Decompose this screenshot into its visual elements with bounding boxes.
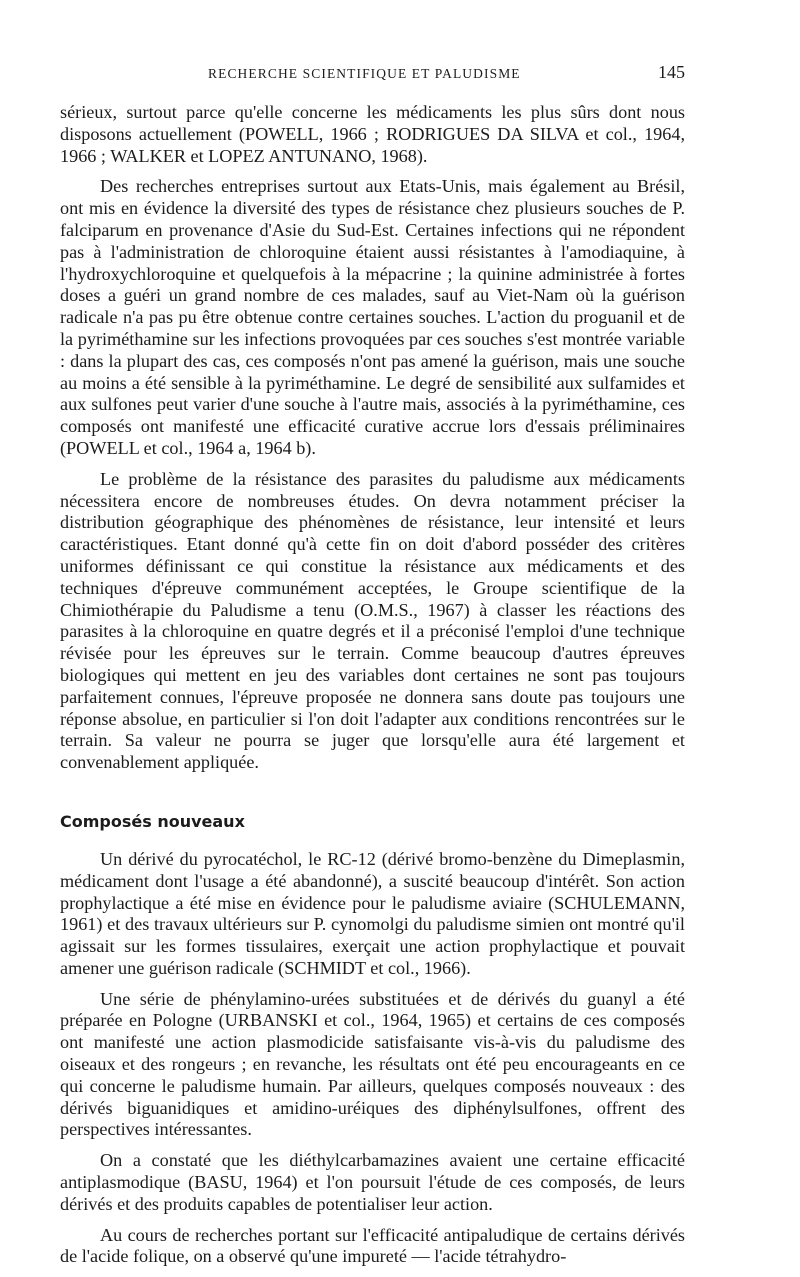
running-title: RECHERCHE SCIENTIFIQUE ET PALUDISME: [208, 66, 521, 81]
section-heading: Composés nouveaux: [60, 811, 245, 831]
paragraph-rc12: Un dérivé du pyrocatéchol, le RC-12 (dérivé bromo-benzène du Dimeplasmin, médicament dont l'usage a été abandonné), a suscité beaucoup d'intérêt. Son action prophylactique a été mise en évidence pour le paludisme aviaire (SCHULEMANN, 1961) et des travaux ultérieurs sur P. cynomolgi du paludisme simien ont montré qu'il agissait sur les formes tissulaires, exerçait une action prophylactique et pouvait amener une guérison radicale (SCHMIDT et col., 1966).: [60, 848, 685, 978]
paragraph-phenylamino-urees: Une série de phénylamino-urées substituées et de dérivés du guanyl a été préparée en Pologne (URBANSKI et col., 1964, 1965) et certains de ces composés ont manifesté une action plasmodicide satisfaisante vis-à-vis du paludisme des oiseaux et des rongeurs ; en revanche, les résultats ont été peu encourageants en ce qui concerne le paludisme humain. Par ailleurs, quelques composés nouveaux : des dérivés biguanidiques et amidino-uréiques des diphénylsulfones, offrent des perspectives intéressantes.: [60, 988, 685, 1140]
paragraph-acide-folique: Au cours de recherches portant sur l'efficacité antipaludique de certains dérivés de l'acide folique, on a observé qu'une impureté — l'acide tétrahydro-: [60, 1224, 685, 1267]
paragraph-diethylcarbamazines: On a constaté que les diéthylcarbamazines avaient une certaine efficacité antiplasmodique (BASU, 1964) et l'on poursuit l'étude de ces composés, de leurs dérivés et des produits capables de potentialiser leur action.: [60, 1150, 685, 1214]
page-number: 145: [658, 62, 685, 82]
paragraph-resistance-types: Des recherches entreprises surtout aux Etats-Unis, mais également au Brésil, ont mis en évidence la diversité des types de résistance chez plusieurs souches de P. falciparum en provenance d'Asie du Sud-Est. Certaines infections qui ne répondent pas à l'administration de chloroquine étaient aussi résistantes à l'amodiaquine, à l'hydroxychloroquine et quelquefois à la mépacrine ; la quinine administrée à fortes doses a guéri un grand nombre de ces malades, sauf au Viet-Nam où la guérison radicale n'a pas pu être obtenue contre certaines souches. L'action du proguanil et de la pyriméthamine sur les infections provoquées par ces souches s'est montrée variable : dans la plupart des cas, ces composés n'ont pas amené la guérison, mais une souche au moins a été sensible à la pyriméthamine. Le degré de sensibilité aux sulfamides et aux sulfones peut varier d'une souche à l'autre mais, associés à la pyriméthamine, ces composés ont manifesté une efficacité curative accrue lors d'essais préliminaires (POWELL et col., 1964 a, 1964 b).: [60, 176, 685, 458]
paragraph-continued: sérieux, surtout parce qu'elle concerne les médicaments les plus sûrs dont nous disposons actuellement (POWELL, 1966 ; RODRIGUES DA SILVA et col., 1964, 1966 ; WALKER et LOPEZ ANTUNANO, 1968).: [60, 102, 685, 166]
page: [60, 0, 685, 1277]
running-head: [60, 62, 685, 102]
paragraph-resistance-problem: Le problème de la résistance des parasites du paludisme aux médicaments nécessitera encore de nombreuses études. On devra notamment préciser la distribution géographique des phénomènes de résistance, leur intensité et leurs caractéristiques. Etant donné qu'à cette fin on doit d'abord posséder des critères uniformes définissant ce qui constitue la résistance aux médicaments et des techniques d'épreuve communément acceptées, le Groupe scientifique de la Chimiothérapie du Paludisme a tenu (O.M.S., 1967) à classer les réactions des parasites à la chloroquine en quatre degrés et il a préconisé l'emploi d'une technique révisée pour les épreuves sur le terrain. Comme beaucoup d'autres épreuves biologiques qui mettent en jeu des variables dont certaines ne sont pas toujours parfaitement connues, l'épreuve proposée ne donnera sans doute pas toujours une réponse absolue, en particulier si l'on doit l'adapter aux conditions rencontrées sur le terrain. Sa valeur ne pourra se juger que lorsqu'elle aura été largement et convenablement appliquée.: [60, 468, 685, 773]
